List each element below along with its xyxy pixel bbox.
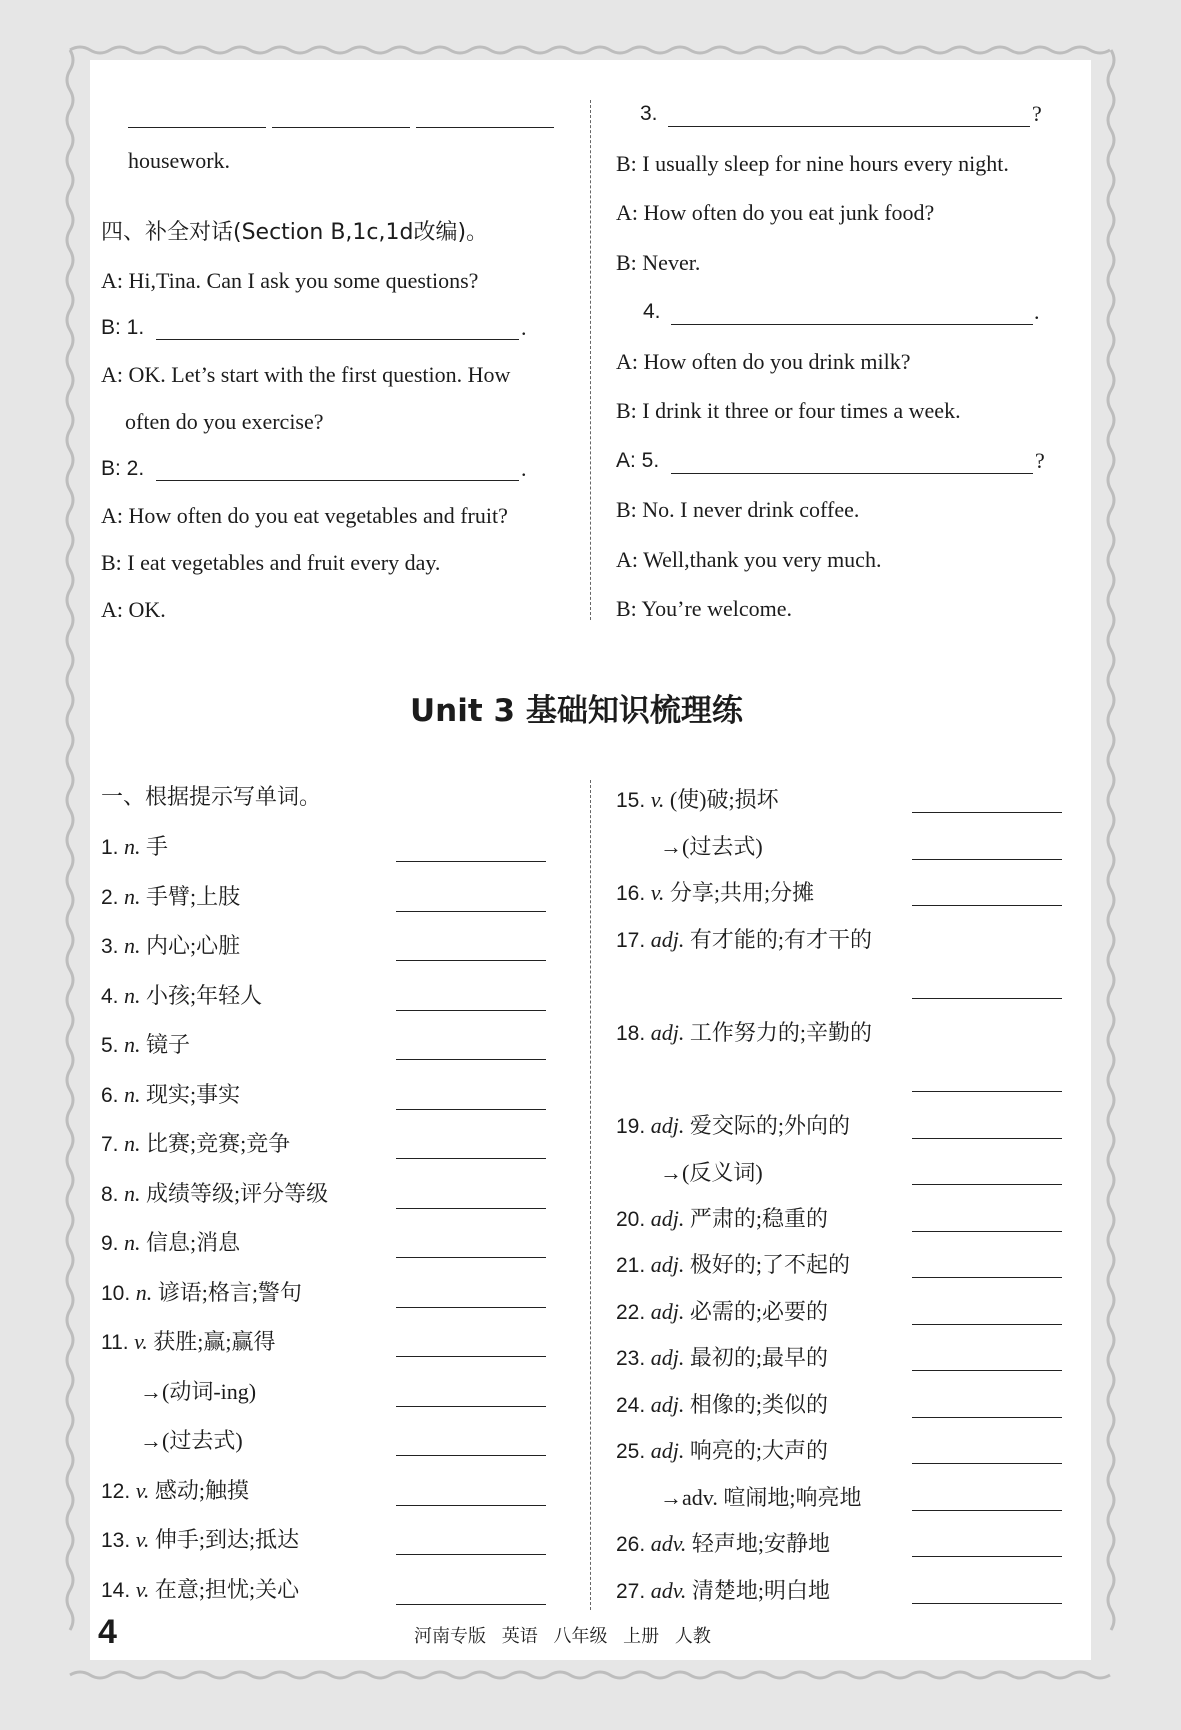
punct-period: . xyxy=(521,315,527,340)
dialogue-line: A: Hi,Tina. Can I ask you some questions? xyxy=(101,268,479,293)
item-number: 9. xyxy=(101,1232,119,1255)
chinese-hint: 谚语;格言;警句 xyxy=(157,1280,302,1305)
part-of-speech: n. xyxy=(124,884,141,909)
answer-blank-1[interactable] xyxy=(156,339,519,340)
dialogue-line: B: 1. xyxy=(101,316,145,339)
part-of-speech: adj. xyxy=(650,1020,685,1045)
vocab-item xyxy=(101,1526,299,1555)
dialogue-line: B: I usually sleep for nine hours every night. xyxy=(616,151,1009,176)
item-number: 1. xyxy=(101,836,119,859)
vocab-answer-blank[interactable] xyxy=(912,859,1062,860)
part-of-speech: v. xyxy=(135,1577,150,1602)
vocab-answer-blank[interactable] xyxy=(396,861,546,862)
chinese-hint: 现实;事实 xyxy=(146,1082,241,1107)
chinese-hint: 比赛;竞赛;竞争 xyxy=(146,1131,291,1156)
part-of-speech: n. xyxy=(124,834,141,859)
item-number: 15. xyxy=(616,789,646,812)
vocab-item xyxy=(616,1298,828,1327)
vocab-answer-blank[interactable] xyxy=(396,1554,546,1555)
vocab-item xyxy=(616,1391,828,1420)
chinese-hint: 必需的;必要的 xyxy=(689,1299,828,1324)
item-number: 14. xyxy=(101,1579,131,1602)
vocab-answer-blank[interactable] xyxy=(912,1231,1062,1232)
vocab-item xyxy=(101,1229,240,1258)
item-number: 20. xyxy=(616,1208,646,1231)
part-of-speech: n. xyxy=(124,1082,141,1107)
vocab-answer-blank[interactable] xyxy=(396,1406,546,1407)
item-number: 2. xyxy=(101,886,119,909)
item-number: 27. xyxy=(616,1580,646,1603)
dialogue-line: A: How often do you eat vegetables and fruit? xyxy=(101,503,508,528)
vocab-item xyxy=(616,926,872,955)
chinese-hint: →(反义词) xyxy=(660,1160,763,1185)
chinese-hint: 感动;触摸 xyxy=(154,1478,249,1503)
item-number: 16. xyxy=(616,882,646,905)
vocab-answer-blank[interactable] xyxy=(912,905,1062,906)
page-number: 4 xyxy=(98,1613,117,1651)
item-number: 12. xyxy=(101,1480,131,1503)
vocab-item xyxy=(101,1130,290,1159)
column-divider xyxy=(590,100,591,620)
dialogue-line: B: Never. xyxy=(616,250,701,275)
punct-question: ? xyxy=(1035,448,1045,473)
vocab-item xyxy=(101,1477,249,1506)
chinese-hint: 手臂;上肢 xyxy=(146,884,241,909)
item-number: 8. xyxy=(101,1183,119,1206)
dialogue-line: B: I eat vegetables and fruit every day. xyxy=(101,550,441,575)
chinese-hint: 伸手;到达;抵达 xyxy=(154,1527,300,1552)
vocab-answer-blank[interactable] xyxy=(396,1257,546,1258)
part-of-speech: v. xyxy=(135,1478,150,1503)
part-of-speech: v. xyxy=(650,787,665,812)
dialogue-line: A: 5. xyxy=(616,449,660,472)
chinese-hint: 小孩;年轻人 xyxy=(146,983,263,1008)
chinese-hint: →adv. 喧闹地;响亮地 xyxy=(660,1485,862,1510)
chinese-hint: 最初的;最早的 xyxy=(689,1345,828,1370)
answer-blank[interactable] xyxy=(128,127,266,128)
section-title-dialogue: 四、补全对话(Section B,1c,1d改编)。 xyxy=(101,220,489,245)
chinese-hint: 相像的;类似的 xyxy=(689,1392,828,1417)
vocab-answer-blank[interactable] xyxy=(396,1604,546,1605)
vocab-answer-blank[interactable] xyxy=(396,1010,546,1011)
dialogue-line: A: How often do you drink milk? xyxy=(616,349,911,374)
vocab-answer-blank[interactable] xyxy=(912,1138,1062,1139)
vocab-item xyxy=(616,879,814,908)
vocab-answer-blank[interactable] xyxy=(396,1505,546,1506)
vocab-item xyxy=(101,1031,190,1060)
chinese-hint: 镜子 xyxy=(146,1032,191,1057)
answer-blank-2[interactable] xyxy=(156,480,519,481)
vocab-answer-blank[interactable] xyxy=(396,911,546,912)
part-of-speech: adj. xyxy=(650,1252,685,1277)
item-number: 21. xyxy=(616,1254,646,1277)
part-of-speech: n. xyxy=(135,1280,153,1305)
vocab-item xyxy=(101,1279,302,1308)
vocab-item xyxy=(101,883,240,912)
answer-blank[interactable] xyxy=(272,127,410,128)
chinese-hint: 爱交际的;外向的 xyxy=(689,1113,850,1138)
unit-title: Unit 3 基础知识梳理练 xyxy=(410,693,743,729)
item-number: 6. xyxy=(101,1084,119,1107)
chinese-hint: →(过去式) xyxy=(140,1428,243,1453)
part-of-speech: adv. xyxy=(650,1578,687,1603)
vocab-item xyxy=(101,1081,240,1110)
item-number: 18. xyxy=(616,1022,646,1045)
part-of-speech: n. xyxy=(124,933,141,958)
vocab-answer-blank[interactable] xyxy=(912,1510,1062,1511)
part-of-speech: adj. xyxy=(650,1438,685,1463)
vocab-item xyxy=(616,786,779,815)
dialogue-line: 4. xyxy=(643,300,661,323)
chinese-hint: 内心;心脏 xyxy=(146,933,241,958)
dialogue-line: B: I drink it three or four times a week. xyxy=(616,398,961,423)
chinese-hint: 工作努力的;辛勤的 xyxy=(689,1020,872,1045)
chinese-hint: 轻声地;安静地 xyxy=(691,1531,830,1556)
footer-text: 河南专版 英语 八年级 上册 人教 xyxy=(414,1626,711,1647)
part-of-speech: adj. xyxy=(650,1206,685,1231)
vocab-item xyxy=(101,833,168,862)
chinese-hint: 在意;担忧;关心 xyxy=(154,1577,300,1602)
dialogue-line: A: OK. xyxy=(101,597,166,622)
vocab-item xyxy=(616,1251,850,1280)
vocab-answer-blank[interactable] xyxy=(396,1109,546,1110)
item-number: 10. xyxy=(101,1282,131,1305)
dialogue-line: A: How often do you eat junk food? xyxy=(616,200,935,225)
part-of-speech: n. xyxy=(124,1032,141,1057)
vocab-item xyxy=(660,833,763,862)
item-number: 11. xyxy=(101,1331,129,1354)
chinese-hint: 极好的;了不起的 xyxy=(689,1252,850,1277)
vocab-answer-blank[interactable] xyxy=(396,1307,546,1308)
part-of-speech: n. xyxy=(124,1181,141,1206)
answer-blank[interactable] xyxy=(416,127,554,128)
vocab-answer-blank[interactable] xyxy=(396,1455,546,1456)
vocab-answer-blank[interactable] xyxy=(396,1208,546,1209)
vocab-item xyxy=(101,982,262,1011)
part-of-speech: adj. xyxy=(650,1345,685,1370)
item-number: 26. xyxy=(616,1533,646,1556)
vocab-answer-blank[interactable] xyxy=(912,1324,1062,1325)
vocab-answer-blank[interactable] xyxy=(912,1603,1062,1604)
vocab-item xyxy=(101,1328,276,1357)
dialogue-line: often do you exercise? xyxy=(125,409,324,434)
vocab-answer-blank[interactable] xyxy=(912,1091,1062,1092)
vocab-answer-blank[interactable] xyxy=(912,1463,1062,1464)
vocab-item xyxy=(616,1019,872,1048)
chinese-hint: 清楚地;明白地 xyxy=(691,1578,830,1603)
punct-question: ? xyxy=(1032,101,1042,126)
dialogue-line: 3. xyxy=(640,102,658,125)
dialogue-line: B: You’re welcome. xyxy=(616,596,792,621)
part-of-speech: n. xyxy=(124,1131,141,1156)
vocab-answer-blank[interactable] xyxy=(396,960,546,961)
part-of-speech: v. xyxy=(650,880,665,905)
dialogue-line: A: OK. Let’s start with the first question. How xyxy=(101,362,511,387)
vocab-item xyxy=(616,1205,828,1234)
vocab-item xyxy=(616,1577,830,1606)
part-of-speech: n. xyxy=(124,983,141,1008)
chinese-hint: (使)破;损坏 xyxy=(669,787,779,812)
part-of-speech: adj. xyxy=(650,1113,685,1138)
vocab-item xyxy=(616,1437,828,1466)
continuation-text: housework. xyxy=(128,148,231,173)
section-title-vocab: 一、根据提示写单词。 xyxy=(101,785,322,810)
vocab-answer-blank[interactable] xyxy=(912,1370,1062,1371)
vocab-item xyxy=(101,1576,299,1605)
vocab-item xyxy=(101,932,240,961)
vocab-answer-blank[interactable] xyxy=(912,1277,1062,1278)
vocab-answer-blank[interactable] xyxy=(912,1556,1062,1557)
vocab-item xyxy=(616,1112,850,1141)
chinese-hint: 信息;消息 xyxy=(146,1230,241,1255)
vocab-answer-blank[interactable] xyxy=(396,1059,546,1060)
item-number: 17. xyxy=(616,929,646,952)
vocab-answer-blank[interactable] xyxy=(912,998,1062,999)
answer-blank-3[interactable] xyxy=(668,126,1030,127)
item-number: 13. xyxy=(101,1529,131,1552)
chinese-hint: 手 xyxy=(146,834,169,859)
answer-blank-4[interactable] xyxy=(671,324,1033,325)
vocab-item xyxy=(616,1344,828,1373)
chinese-hint: 有才能的;有才干的 xyxy=(689,927,872,952)
vocab-item xyxy=(660,1159,763,1188)
vocab-answer-blank[interactable] xyxy=(396,1158,546,1159)
chinese-hint: 获胜;赢;赢得 xyxy=(153,1329,276,1354)
chinese-hint: →(过去式) xyxy=(660,834,763,859)
item-number: 22. xyxy=(616,1301,646,1324)
column-divider xyxy=(590,780,591,1610)
chinese-hint: 成绩等级;评分等级 xyxy=(146,1181,329,1206)
part-of-speech: adj. xyxy=(650,927,685,952)
item-number: 7. xyxy=(101,1133,119,1156)
part-of-speech: v. xyxy=(134,1329,148,1354)
chinese-hint: →(动词-ing) xyxy=(140,1379,257,1404)
item-number: 4. xyxy=(101,985,119,1008)
dialogue-line: B: 2. xyxy=(101,457,145,480)
part-of-speech: n. xyxy=(124,1230,141,1255)
item-number: 3. xyxy=(101,935,119,958)
chinese-hint: 分享;共用;分摊 xyxy=(669,880,815,905)
punct-period: . xyxy=(1034,299,1040,324)
item-number: 23. xyxy=(616,1347,646,1370)
item-number: 5. xyxy=(101,1034,119,1057)
chinese-hint: 响亮的;大声的 xyxy=(689,1438,828,1463)
vocab-answer-blank[interactable] xyxy=(912,1184,1062,1185)
part-of-speech: adj. xyxy=(650,1392,685,1417)
vocab-item xyxy=(140,1378,256,1407)
item-number: 24. xyxy=(616,1394,646,1417)
dialogue-line: B: No. I never drink coffee. xyxy=(616,497,860,522)
part-of-speech: adj. xyxy=(650,1299,685,1324)
vocab-item xyxy=(616,1530,830,1559)
vocab-item xyxy=(660,1484,861,1513)
punct-period: . xyxy=(521,456,527,481)
vocab-item xyxy=(101,1180,328,1209)
vocab-answer-blank[interactable] xyxy=(396,1356,546,1357)
vocab-item xyxy=(140,1427,243,1456)
item-number: 19. xyxy=(616,1115,646,1138)
item-number: 25. xyxy=(616,1440,646,1463)
part-of-speech: adv. xyxy=(650,1531,687,1556)
vocab-answer-blank[interactable] xyxy=(912,1417,1062,1418)
vocab-answer-blank[interactable] xyxy=(912,812,1062,813)
answer-blank-5[interactable] xyxy=(671,473,1033,474)
chinese-hint: 严肃的;稳重的 xyxy=(689,1206,828,1231)
part-of-speech: v. xyxy=(135,1527,150,1552)
dialogue-line: A: Well,thank you very much. xyxy=(616,547,882,572)
